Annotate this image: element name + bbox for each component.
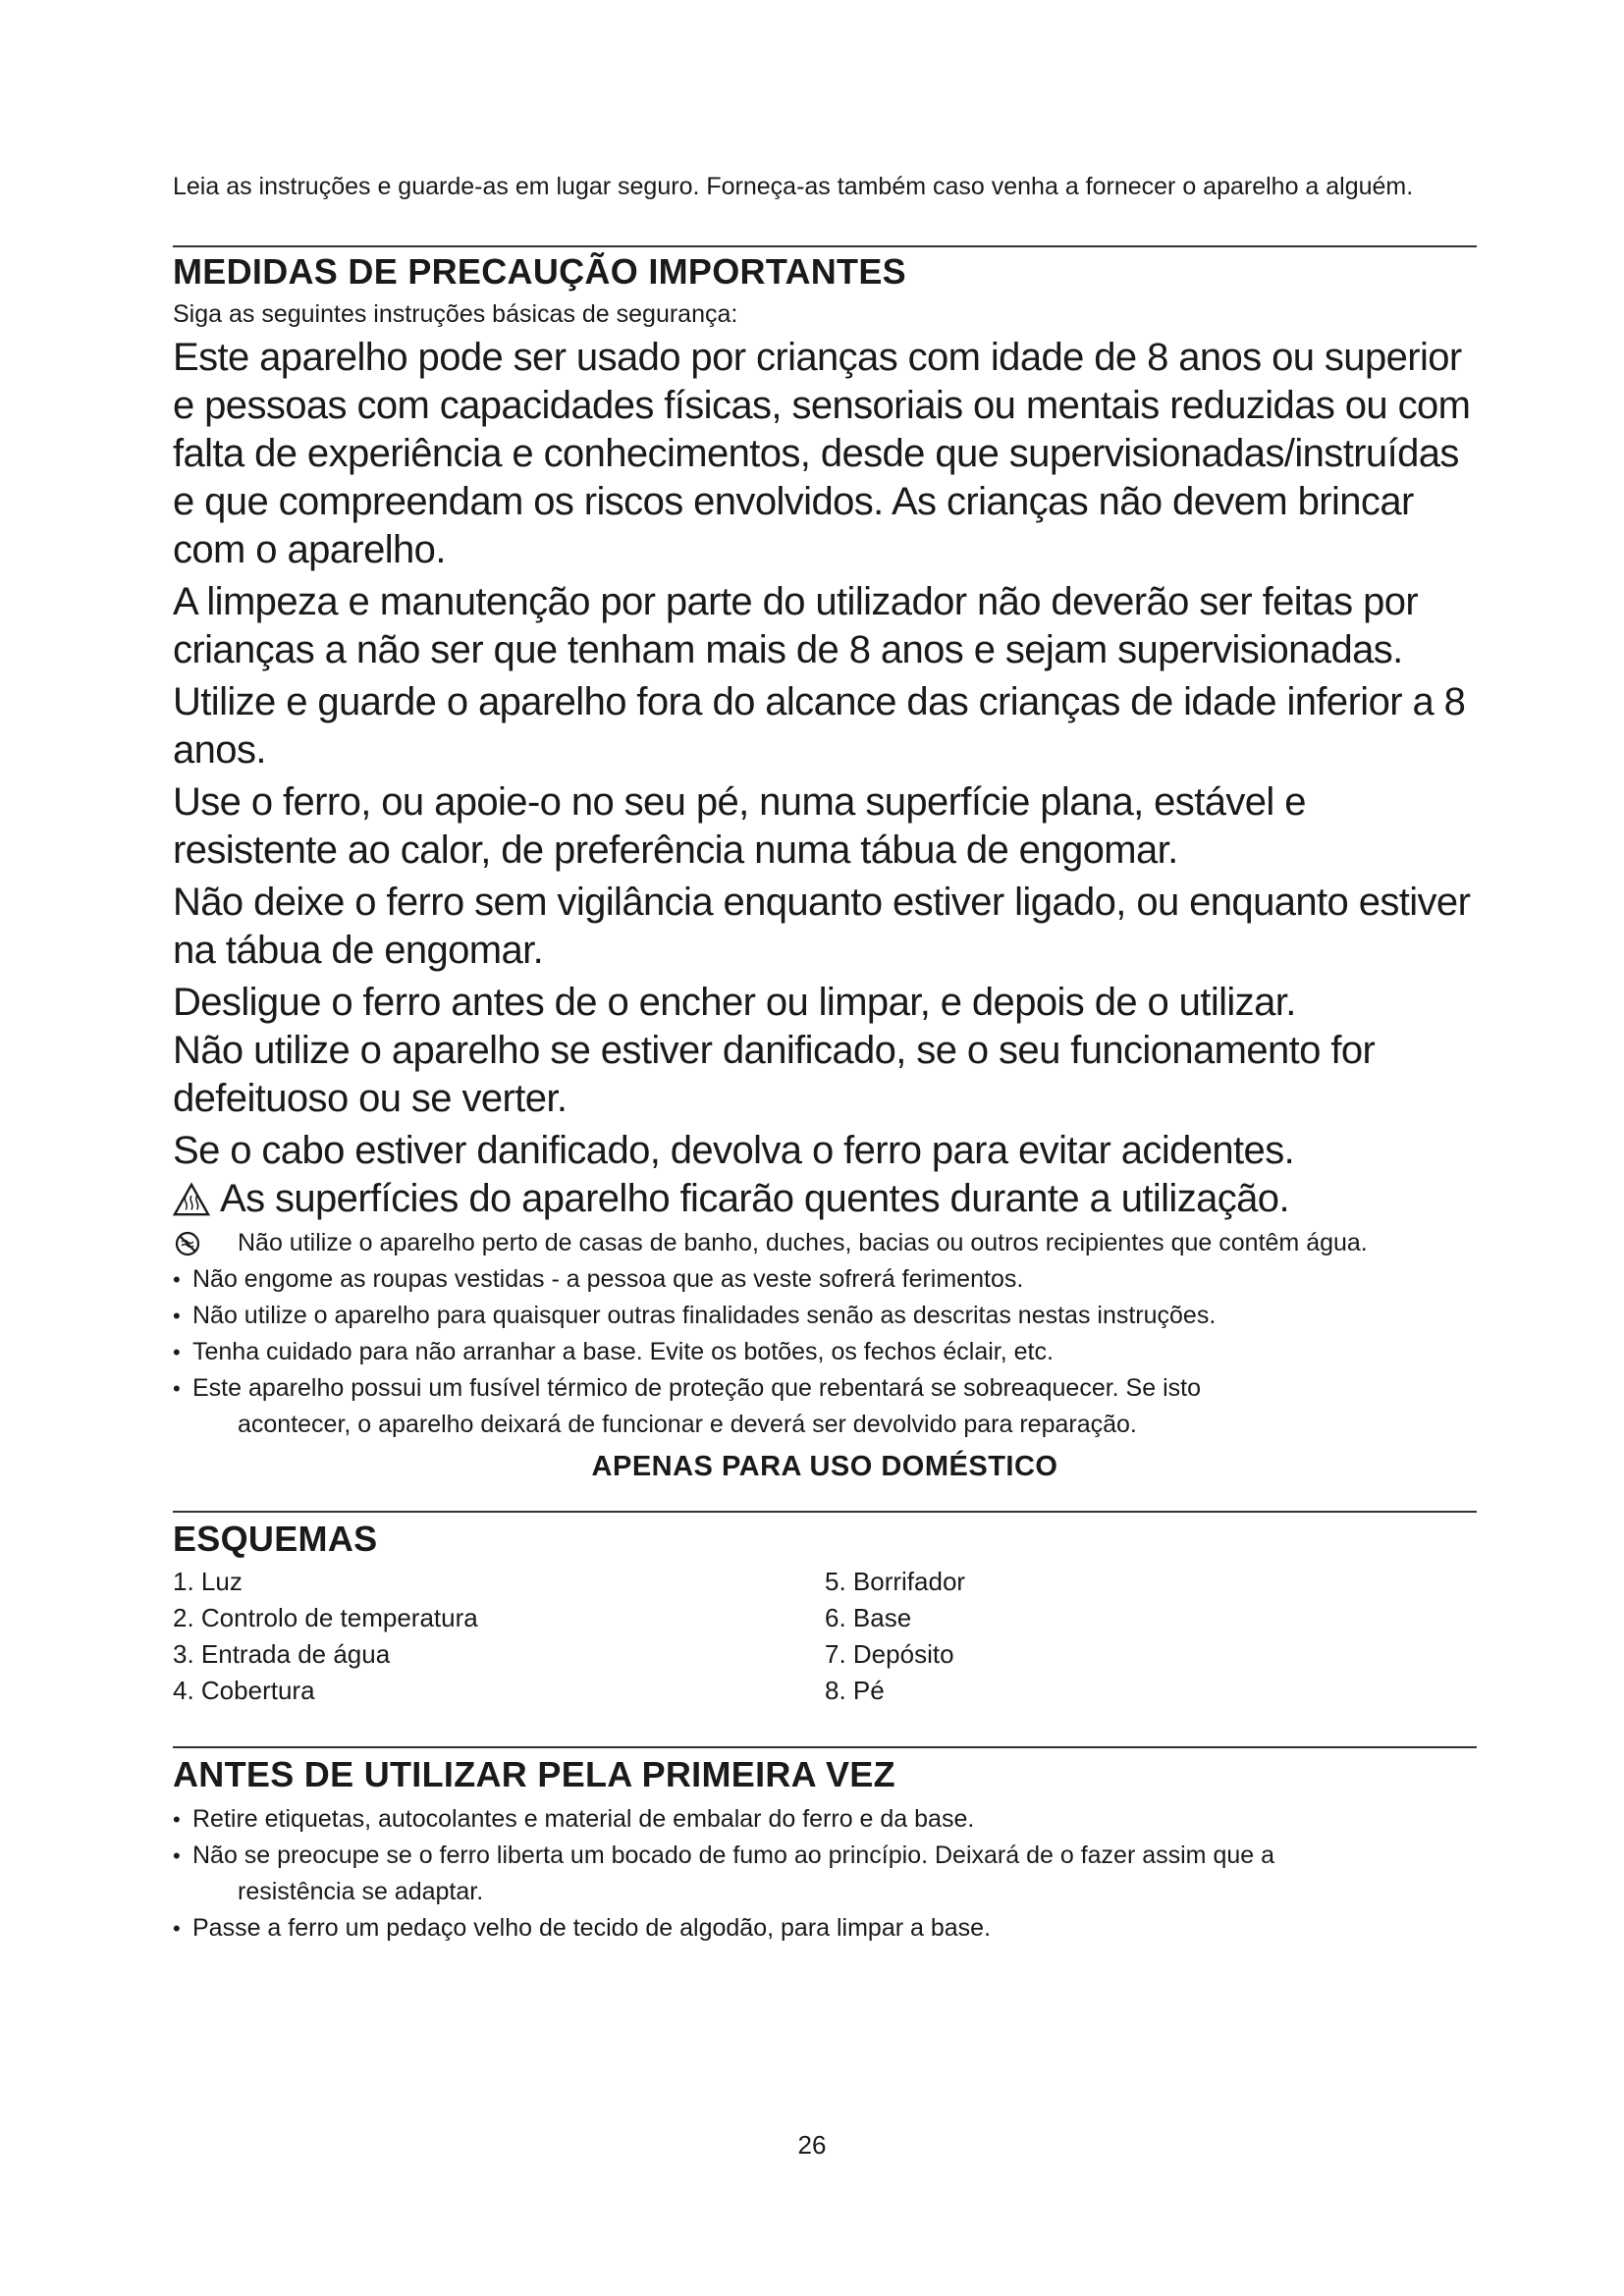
page-content (173, 169, 1477, 1947)
first-use-line-1: • Não se preocupe se o ferro liberta um bocado de fumo ao princípio. Deixará de o fazer assim que a (192, 1842, 1275, 1869)
first-use-title: ANTES DE UTILIZAR PELA PRIMEIRA VEZ (173, 1754, 895, 1794)
first-use-line-2: resistência se adaptar. (238, 1878, 484, 1905)
precaution-paragraph: Utilize e guarde o aparelho fora do alcance das crianças de idade inferior a 8 anos. (173, 680, 1466, 772)
fuse-line-1: • Este aparelho possui um fusível térmico de proteção que rebentará se sobreaquecer. Se isto (192, 1374, 1201, 1402)
scheme-item: 8. Pé (825, 1676, 885, 1705)
scheme-item: 3. Entrada de água (173, 1639, 391, 1669)
section-divider (173, 1746, 1477, 1748)
scheme-item: 5. Borrifador (825, 1567, 966, 1596)
scheme-item: 6. Base (825, 1603, 912, 1632)
precaution-paragraph: Use o ferro, ou apoie-o no seu pé, numa superfície plana, estável e resistente ao calor, de preferência numa tábua de engomar. (173, 780, 1306, 872)
scheme-item: 1. Luz (173, 1567, 243, 1596)
bullet-item (173, 1370, 1477, 1443)
water-warning-text: Não utilize o aparelho perto de casas de banho, duches, bacias ou outros recipientes que contêm água. (238, 1229, 1368, 1256)
precaution-paragraph: A limpeza e manutenção por parte do utilizador não deverão ser feitas por crianças a não ser que tenham mais de 8 anos e sejam supervisionadas. (173, 580, 1419, 671)
bullet-item (173, 1838, 1477, 1910)
schemes-left-column (173, 1564, 825, 1709)
domestic-use-only: APENAS PARA USO DOMÉSTICO (591, 1451, 1058, 1482)
precaution-bullets (173, 1261, 1477, 1443)
precaution-paragraph: Este aparelho pode ser usado por crianças com idade de 8 anos ou superior e pessoas com capacidades físicas, sensoriais ou mentais reduzidas ou com falta de experiência e conhecimentos, desde que supervisionadas/instruídas e que compreendam os riscos envolvidos. As crianças não devem brincar com o aparelho. (173, 336, 1471, 571)
scheme-item: 7. Depósito (825, 1639, 954, 1669)
bullet-item: • Não engome as roupas vestidas - a pessoa que as veste sofrerá ferimentos. (173, 1261, 1477, 1298)
bullet-item: • Passe a ferro um pedaço velho de tecido de algodão, para limpar a base. (173, 1910, 1477, 1947)
page-number: 26 (797, 2130, 827, 2160)
scheme-item: 2. Controlo de temperatura (173, 1603, 478, 1632)
fuse-line-2: acontecer, o aparelho deixará de funcionar e deverá ser devolvido para reparação. (238, 1411, 1137, 1438)
bullet-item: • Não utilize o aparelho para quaisquer outras finalidades senão as descritas nestas instruções. (173, 1298, 1477, 1334)
precaution-paragraph: Não deixe o ferro sem vigilância enquanto estiver ligado, ou enquanto estiver na tábua de engomar. (173, 881, 1471, 972)
first-use-bullets (173, 1801, 1477, 1947)
precautions-big-list (173, 334, 1477, 1223)
schemes-list (173, 1564, 1477, 1709)
section-divider (173, 245, 1477, 247)
hot-surface-text: As superfícies do aparelho ficarão quentes durante a utilização. (220, 1177, 1289, 1220)
water-warning (173, 1225, 1477, 1261)
precautions-title: MEDIDAS DE PRECAUÇÃO IMPORTANTES (173, 251, 906, 292)
schemes-title: ESQUEMAS (173, 1519, 378, 1559)
schemes-right-column (825, 1564, 1477, 1709)
precaution-paragraph: Desligue o ferro antes de o encher ou limpar, e depois de o utilizar. (173, 981, 1296, 1024)
scheme-item: 4. Cobertura (173, 1676, 315, 1705)
intro-text: Leia as instruções e guarde-as em lugar seguro. Forneça-as também caso venha a fornecer o aparelho a alguém. (173, 173, 1414, 200)
precaution-paragraph: Não utilize o aparelho se estiver danificado, se o seu funcionamento for defeituoso ou se verter. (173, 1029, 1376, 1120)
section-divider (173, 1511, 1477, 1513)
hot-surface-warning (173, 1175, 1477, 1223)
precaution-paragraph: Se o cabo estiver danificado, devolva o ferro para evitar acidentes. (173, 1129, 1295, 1172)
precautions-subtitle: Siga as seguintes instruções básicas de segurança: (173, 300, 738, 328)
hot-surface-warning-icon (173, 1182, 210, 1217)
bullet-item: • Tenha cuidado para não arranhar a base. Evite os botões, os fechos éclair, etc. (173, 1334, 1477, 1370)
bullet-item: • Retire etiquetas, autocolantes e material de embalar do ferro e da base. (173, 1801, 1477, 1838)
